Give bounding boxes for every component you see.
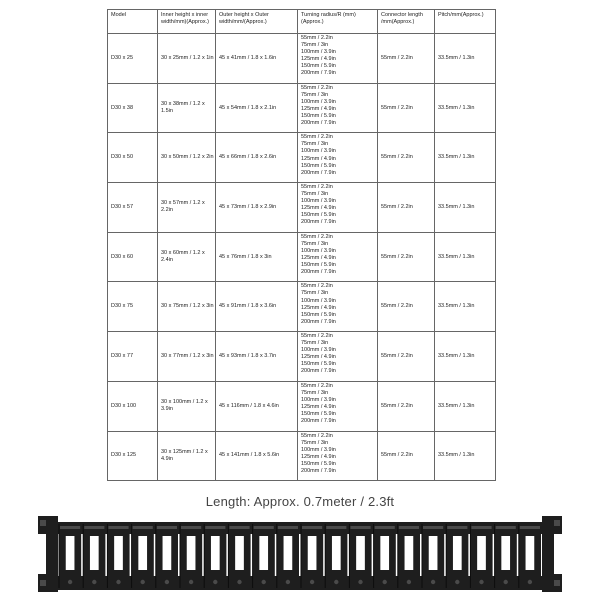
cell-inner: 30 x 57mm / 1.2 x 2.2in xyxy=(158,183,216,233)
turning-radius-value: 200mm / 7.9in xyxy=(301,318,336,325)
link-opening xyxy=(138,536,147,570)
cell-turning-radius xyxy=(298,133,378,183)
link-pin xyxy=(141,580,145,584)
table-header-row xyxy=(108,10,496,34)
cell-model: D30 x 38 xyxy=(108,83,158,133)
link-pin xyxy=(116,580,120,584)
length-caption: Length: Approx. 0.7meter / 2.3ft xyxy=(205,494,395,509)
turning-radius-value: 200mm / 7.9in xyxy=(301,70,336,77)
link-highlight xyxy=(423,526,443,529)
link-opening xyxy=(284,536,293,570)
cell-model: D30 x 125 xyxy=(108,431,158,481)
link-pin xyxy=(165,580,169,584)
turning-radius-value: 100mm / 3.9in xyxy=(301,297,336,304)
turning-radius-value: 100mm / 3.9in xyxy=(301,247,336,254)
cell-turning-radius xyxy=(298,232,378,282)
turning-radius-value: 75mm / 3in xyxy=(301,439,329,446)
cell-inner: 30 x 77mm / 1.2 x 3in xyxy=(158,332,216,382)
cell-connector: 55mm / 2.2in xyxy=(378,282,435,332)
link-highlight xyxy=(520,526,540,529)
cell-pitch: 33.5mm / 1.3in xyxy=(435,431,496,481)
link-pin xyxy=(504,580,508,584)
cell-model: D30 x 77 xyxy=(108,332,158,382)
link-opening xyxy=(308,536,317,570)
table-row xyxy=(108,183,496,233)
turning-radius-value: 200mm / 7.9in xyxy=(301,467,336,474)
turning-radius-value: 100mm / 3.9in xyxy=(301,396,336,403)
cell-connector: 55mm / 2.2in xyxy=(378,133,435,183)
cell-pitch: 33.5mm / 1.3in xyxy=(435,282,496,332)
link-opening xyxy=(380,536,389,570)
cell-pitch: 33.5mm / 1.3in xyxy=(435,34,496,84)
cell-model: D30 x 75 xyxy=(108,282,158,332)
link-pin xyxy=(407,580,411,584)
turning-radius-value: 125mm / 4.9in xyxy=(301,155,336,162)
cell-outer: 45 x 41mm / 1.8 x 1.6in xyxy=(216,34,298,84)
link-pin xyxy=(189,580,193,584)
turning-radius-value: 200mm / 7.9in xyxy=(301,169,336,176)
link-opening xyxy=(526,536,535,570)
link-pin xyxy=(334,580,338,584)
link-highlight xyxy=(254,526,274,529)
table-row xyxy=(108,332,496,382)
cell-turning-radius xyxy=(298,431,378,481)
link-highlight xyxy=(157,526,177,529)
turning-radius-value: 75mm / 3in xyxy=(301,42,329,49)
cell-pitch: 33.5mm / 1.3in xyxy=(435,83,496,133)
cell-turning-radius xyxy=(298,83,378,133)
link-pin xyxy=(237,580,241,584)
link-highlight xyxy=(447,526,467,529)
cell-inner: 30 x 50mm / 1.2 x 2in xyxy=(158,133,216,183)
turning-radius-value: 55mm / 2.2in xyxy=(301,184,333,191)
link-opening xyxy=(187,536,196,570)
table-row xyxy=(108,282,496,332)
link-highlight xyxy=(302,526,322,529)
link-opening xyxy=(259,536,268,570)
turning-radius-value: 125mm / 4.9in xyxy=(301,304,336,311)
cell-turning-radius xyxy=(298,282,378,332)
turning-radius-value: 55mm / 2.2in xyxy=(301,283,333,290)
cell-outer: 45 x 91mm / 1.8 x 3.6in xyxy=(216,282,298,332)
turning-radius-value: 75mm / 3in xyxy=(301,389,329,396)
header-pitch: Pitch/mm(Approx.) xyxy=(435,10,496,34)
cell-connector: 55mm / 2.2in xyxy=(378,381,435,431)
link-pin xyxy=(92,580,96,584)
cell-outer: 45 x 141mm / 1.8 x 5.6in xyxy=(216,431,298,481)
header-model: Model xyxy=(108,10,158,34)
link-highlight xyxy=(399,526,419,529)
table-row xyxy=(108,431,496,481)
drag-chain-photo xyxy=(36,512,564,596)
link-pin xyxy=(528,580,532,584)
turning-radius-value: 150mm / 5.9in xyxy=(301,460,336,467)
link-highlight xyxy=(471,526,491,529)
turning-radius-value: 75mm / 3in xyxy=(301,290,329,297)
table-row xyxy=(108,83,496,133)
cell-outer: 45 x 66mm / 1.8 x 2.6in xyxy=(216,133,298,183)
link-highlight xyxy=(326,526,346,529)
cell-turning-radius xyxy=(298,332,378,382)
cell-turning-radius xyxy=(298,381,378,431)
link-pin xyxy=(455,580,459,584)
bracket-hole xyxy=(554,580,560,586)
link-pin xyxy=(358,580,362,584)
cell-inner: 30 x 125mm / 1.2 x 4.9in xyxy=(158,431,216,481)
link-pin xyxy=(431,580,435,584)
table-row xyxy=(108,381,496,431)
link-pin xyxy=(68,580,72,584)
cell-model: D30 x 50 xyxy=(108,133,158,183)
link-highlight xyxy=(350,526,370,529)
cell-connector: 55mm / 2.2in xyxy=(378,232,435,282)
cell-connector: 55mm / 2.2in xyxy=(378,83,435,133)
link-highlight xyxy=(108,526,128,529)
cell-connector: 55mm / 2.2in xyxy=(378,183,435,233)
bracket-hole xyxy=(554,520,560,526)
cell-outer: 45 x 76mm / 1.8 x 3in xyxy=(216,232,298,282)
table-row xyxy=(108,133,496,183)
header-turning-radius: Turning radius/R (mm)(Approx.) xyxy=(298,10,378,34)
header-outer-size: Outer height x Outer width/mm/(Approx.) xyxy=(216,10,298,34)
cell-connector: 55mm / 2.2in xyxy=(378,34,435,84)
link-pin xyxy=(310,580,314,584)
link-highlight xyxy=(375,526,395,529)
turning-radius-value: 125mm / 4.9in xyxy=(301,403,336,410)
turning-radius-value: 150mm / 5.9in xyxy=(301,261,336,268)
link-opening xyxy=(453,536,462,570)
turning-radius-value: 100mm / 3.9in xyxy=(301,49,336,56)
turning-radius-value: 125mm / 4.9in xyxy=(301,354,336,361)
cell-inner: 30 x 25mm / 1.2 x 1in xyxy=(158,34,216,84)
cell-inner: 30 x 60mm / 1.2 x 2.4in xyxy=(158,232,216,282)
turning-radius-value: 125mm / 4.9in xyxy=(301,254,336,261)
turning-radius-value: 200mm / 7.9in xyxy=(301,268,336,275)
turning-radius-value: 100mm / 3.9in xyxy=(301,98,336,105)
link-highlight xyxy=(84,526,104,529)
link-opening xyxy=(405,536,414,570)
link-highlight xyxy=(496,526,516,529)
turning-radius-value: 200mm / 7.9in xyxy=(301,368,336,375)
turning-radius-value: 125mm / 4.9in xyxy=(301,105,336,112)
link-opening xyxy=(163,536,172,570)
turning-radius-value: 125mm / 4.9in xyxy=(301,453,336,460)
turning-radius-value: 75mm / 3in xyxy=(301,141,329,148)
turning-radius-value: 150mm / 5.9in xyxy=(301,212,336,219)
cell-connector: 55mm / 2.2in xyxy=(378,332,435,382)
link-highlight xyxy=(181,526,201,529)
turning-radius-value: 150mm / 5.9in xyxy=(301,361,336,368)
turning-radius-value: 75mm / 3in xyxy=(301,340,329,347)
turning-radius-value: 55mm / 2.2in xyxy=(301,432,333,439)
cell-model: D30 x 60 xyxy=(108,232,158,282)
cell-outer: 45 x 116mm / 1.8 x 4.6in xyxy=(216,381,298,431)
cell-pitch: 33.5mm / 1.3in xyxy=(435,381,496,431)
cell-outer: 45 x 54mm / 1.8 x 2.1in xyxy=(216,83,298,133)
table-row xyxy=(108,34,496,84)
link-opening xyxy=(235,536,244,570)
cell-pitch: 33.5mm / 1.3in xyxy=(435,133,496,183)
turning-radius-value: 55mm / 2.2in xyxy=(301,233,333,240)
spec-table xyxy=(107,9,496,481)
turning-radius-value: 200mm / 7.9in xyxy=(301,219,336,226)
turning-radius-value: 55mm / 2.2in xyxy=(301,134,333,141)
link-opening xyxy=(211,536,220,570)
turning-radius-value: 75mm / 3in xyxy=(301,191,329,198)
turning-radius-value: 150mm / 5.9in xyxy=(301,63,336,70)
cell-inner: 30 x 100mm / 1.2 x 3.9in xyxy=(158,381,216,431)
bracket-hole xyxy=(40,580,46,586)
turning-radius-value: 200mm / 7.9in xyxy=(301,418,336,425)
link-highlight xyxy=(133,526,153,529)
turning-radius-value: 100mm / 3.9in xyxy=(301,347,336,354)
link-pin xyxy=(383,580,387,584)
cell-outer: 45 x 93mm / 1.8 x 3.7in xyxy=(216,332,298,382)
cell-turning-radius xyxy=(298,183,378,233)
link-highlight xyxy=(278,526,298,529)
link-opening xyxy=(66,536,75,570)
header-inner-size: Inner height x inner width/mm)(Approx.) xyxy=(158,10,216,34)
turning-radius-value: 75mm / 3in xyxy=(301,91,329,98)
cell-outer: 45 x 73mm / 1.8 x 2.9in xyxy=(216,183,298,233)
turning-radius-value: 100mm / 3.9in xyxy=(301,198,336,205)
turning-radius-value: 150mm / 5.9in xyxy=(301,311,336,318)
turning-radius-value: 55mm / 2.2in xyxy=(301,84,333,91)
turning-radius-value: 150mm / 5.9in xyxy=(301,162,336,169)
turning-radius-value: 150mm / 5.9in xyxy=(301,411,336,417)
cell-connector: 55mm / 2.2in xyxy=(378,431,435,481)
turning-radius-value: 200mm / 7.9in xyxy=(301,119,336,126)
table-row xyxy=(108,232,496,282)
link-highlight xyxy=(60,526,80,529)
cell-turning-radius xyxy=(298,34,378,84)
cell-inner: 30 x 38mm / 1.2 x 1.5in xyxy=(158,83,216,133)
cell-model: D30 x 25 xyxy=(108,34,158,84)
turning-radius-value: 55mm / 2.2in xyxy=(301,382,333,389)
link-pin xyxy=(262,580,266,584)
cell-pitch: 33.5mm / 1.3in xyxy=(435,332,496,382)
link-opening xyxy=(356,536,365,570)
link-opening xyxy=(429,536,438,570)
link-pin xyxy=(479,580,483,584)
header-connector-length: Connector length /mm(Approx.) xyxy=(378,10,435,34)
link-opening xyxy=(332,536,341,570)
turning-radius-value: 100mm / 3.9in xyxy=(301,148,336,155)
turning-radius-value: 125mm / 4.9in xyxy=(301,205,336,212)
link-highlight xyxy=(205,526,225,529)
link-pin xyxy=(213,580,217,584)
turning-radius-value: 100mm / 3.9in xyxy=(301,446,336,453)
turning-radius-value: 55mm / 2.2in xyxy=(301,35,333,41)
cell-model: D30 x 100 xyxy=(108,381,158,431)
link-pin xyxy=(286,580,290,584)
turning-radius-value: 75mm / 3in xyxy=(301,240,329,247)
link-opening xyxy=(114,536,123,570)
turning-radius-value: 55mm / 2.2in xyxy=(301,333,333,340)
link-opening xyxy=(90,536,99,570)
turning-radius-value: 150mm / 5.9in xyxy=(301,112,336,119)
cell-pitch: 33.5mm / 1.3in xyxy=(435,232,496,282)
cell-inner: 30 x 75mm / 1.2 x 3in xyxy=(158,282,216,332)
link-opening xyxy=(477,536,486,570)
bracket-hole xyxy=(40,520,46,526)
link-highlight xyxy=(229,526,249,529)
link-opening xyxy=(501,536,510,570)
cell-model: D30 x 57 xyxy=(108,183,158,233)
cell-pitch: 33.5mm / 1.3in xyxy=(435,183,496,233)
turning-radius-value: 125mm / 4.9in xyxy=(301,56,336,63)
